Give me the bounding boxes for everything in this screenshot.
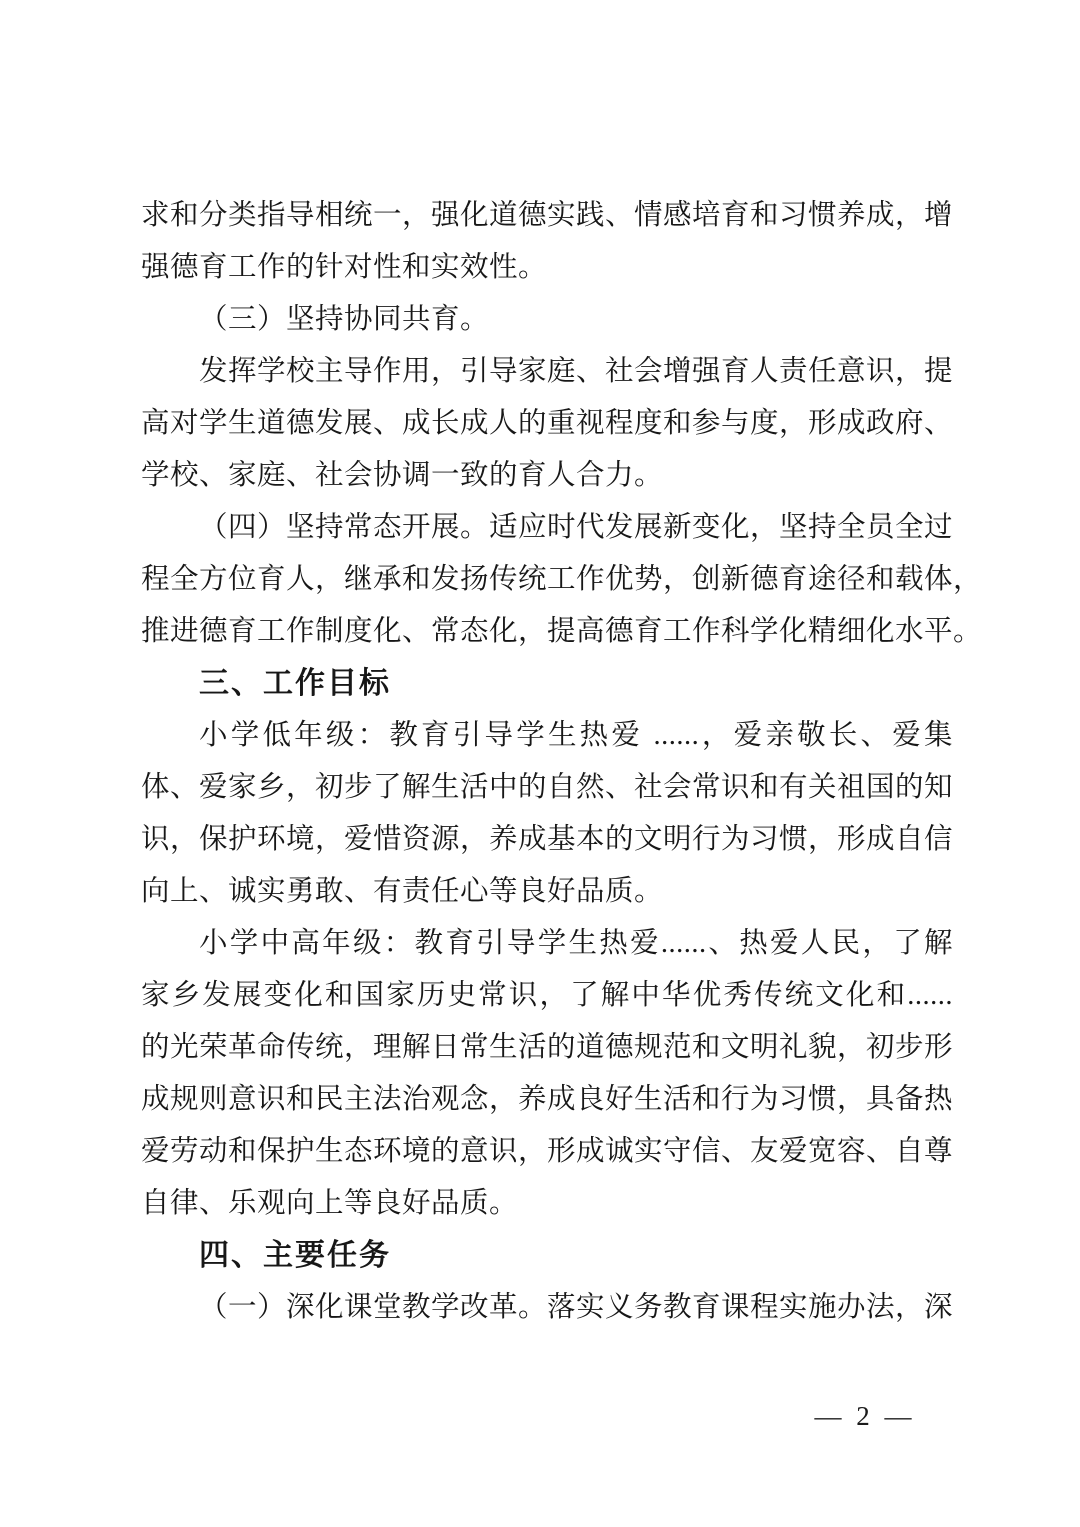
- body-line: 爱劳动和保护生态环境的意识，形成诚实守信、友爱宽容、自尊: [141, 1136, 954, 1167]
- section-heading-work-goals: 三、工作目标: [199, 667, 391, 700]
- subheading-item-3: （三）坚持协同共育。: [199, 304, 490, 335]
- body-line: 家乡发展变化和国家历史常识，了解中华优秀传统文化和......: [141, 980, 953, 1011]
- body-line: 发挥学校主导作用，引导家庭、社会增强育人责任意识，提: [199, 356, 954, 387]
- page-number: — 2 —: [814, 1401, 916, 1431]
- subheading-item-4: （四）坚持常态开展。适应时代发展新变化，坚持全员全过: [199, 512, 954, 543]
- body-line: 小学中高年级：教育引导学生热爱......、热爱人民，了解: [199, 928, 953, 959]
- text-block: [141, 190, 983, 1334]
- body-line: 高对学生道德发展、成长成人的重视程度和参与度，形成政府、: [141, 408, 954, 439]
- body-line: 求和分类指导相统一，强化道德实践、情感培育和习惯养成，增: [141, 200, 954, 231]
- body-line: 小学低年级：教育引导学生热爱 ......，爱亲敬长、爱集: [199, 720, 953, 751]
- body-line: 体、爱家乡，初步了解生活中的自然、社会常识和有关祖国的知: [141, 772, 954, 803]
- body-line: 学校、家庭、社会协调一致的育人合力。: [141, 460, 664, 491]
- body-line: 向上、诚实勇敢、有责任心等良好品质。: [141, 876, 664, 907]
- section-heading-main-tasks: 四、主要任务: [199, 1239, 391, 1272]
- body-line: 强德育工作的针对性和实效性。: [141, 252, 548, 283]
- body-line: 程全方位育人，继承和发扬传统工作优势，创新德育途径和载体，: [141, 564, 983, 595]
- body-line: 推进德育工作制度化、常态化，提高德育工作科学化精细化水平。: [141, 616, 983, 647]
- body-line: 的光荣革命传统，理解日常生活的道德规范和文明礼貌，初步形: [141, 1032, 954, 1063]
- body-line: 自律、乐观向上等良好品质。: [141, 1188, 519, 1219]
- body-line: （一）深化课堂教学改革。落实义务教育课程实施办法，深: [199, 1292, 954, 1323]
- body-line: 识，保护环境，爱惜资源，养成基本的文明行为习惯，形成自信: [141, 824, 954, 855]
- body-line: 成规则意识和民主法治观念，养成良好生活和行为习惯，具备热: [141, 1084, 954, 1115]
